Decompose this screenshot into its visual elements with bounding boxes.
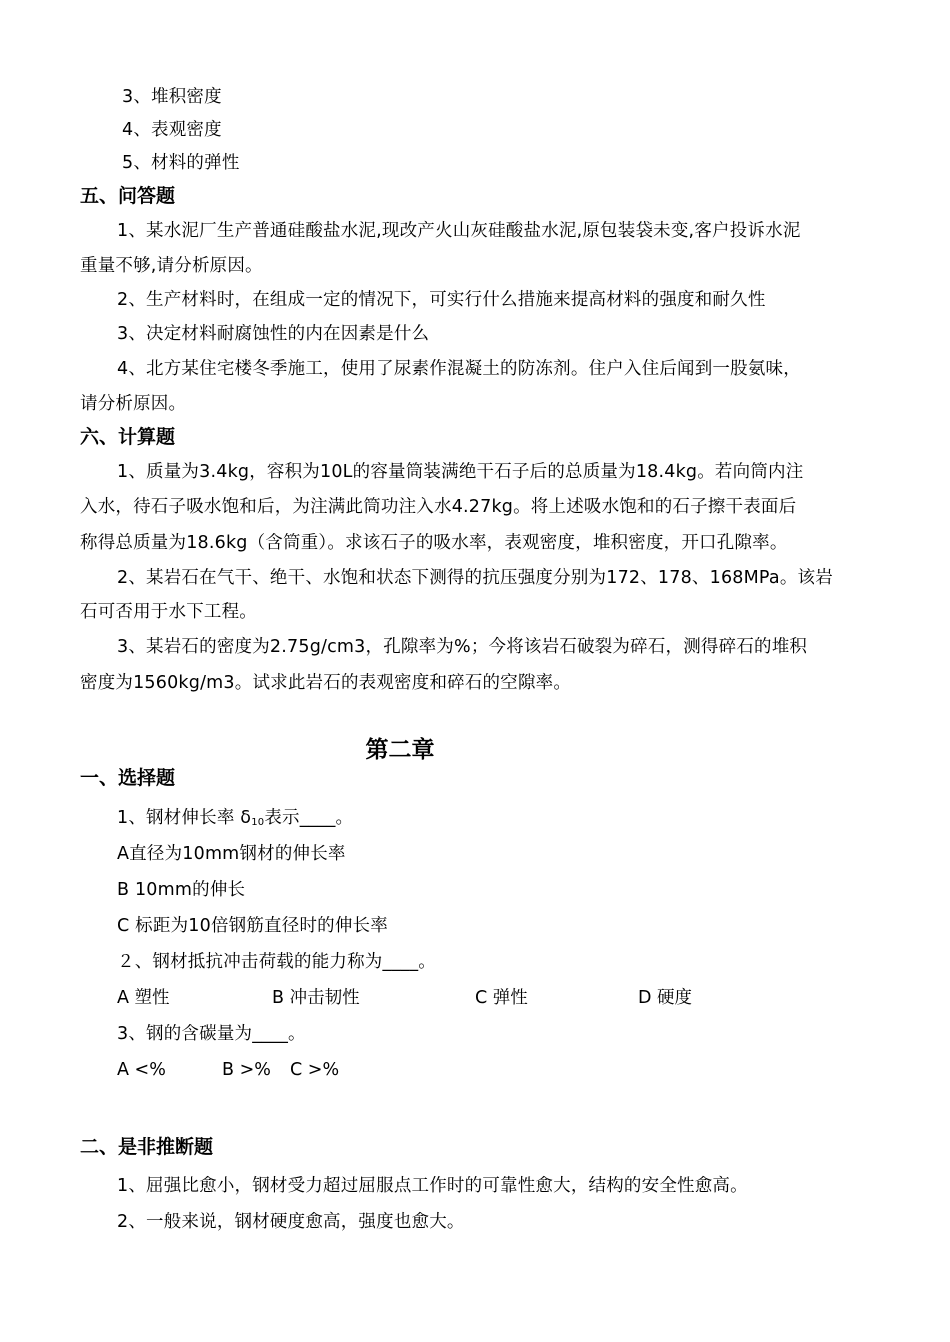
option-text: B 10mm的伸长 (117, 880, 246, 900)
subscript: 10 (251, 817, 265, 828)
chapter-title: 第二章 (365, 737, 435, 763)
question-text: 4、北方某住宅楼冬季施工，使用了尿素作混凝土的防冻剂。住户入住后闻到一股氨味， (117, 359, 801, 379)
question-text: 请分析原因。 (80, 394, 187, 414)
option-text: B 冲击韧性 (272, 988, 360, 1008)
question-text (117, 806, 353, 835)
question-text: 2、一般来说，钢材硬度愈高，强度也愈大。 (117, 1212, 465, 1232)
list-item: 5、材料的弹性 (122, 153, 240, 173)
option-text: C 标距为10倍钢筋直径时的伸长率 (117, 916, 388, 936)
question-text: 入水，待石子吸水饱和后，为注满此筒功注入水4.27kg。将上述吸水饱和的石子擦干表面后 (80, 497, 797, 517)
option-text: D 硬度 (638, 988, 693, 1008)
question-text: 3、某岩石的密度为2.75g/cm3，孔隙率为%；今将该岩石破裂为碎石，测得碎石的堆积 (117, 637, 808, 657)
question-text: 石可否用于水下工程。 (80, 602, 257, 622)
question-text: 重量不够,请分析原因。 (80, 256, 263, 276)
option-text: C 弹性 (475, 988, 528, 1008)
section-heading-choice: 一、选择题 (80, 767, 176, 789)
option-text: C >% (290, 1060, 340, 1080)
question-text: 1、某水泥厂生产普通硅酸盐水泥,现改产火山灰硅酸盐水泥,原包装袋未变,客户投诉水泥 (117, 221, 801, 241)
question-text: 2、生产材料时，在组成一定的情况下，可实行什么措施来提高材料的强度和耐久性 (117, 290, 766, 310)
question-text: 称得总质量为18.6kg（含筒重）。求该石子的吸水率，表观密度，堆积密度，开口孔隙率。 (80, 533, 788, 553)
section-heading-truefalse: 二、是非推断题 (80, 1136, 214, 1158)
question-text: 1、质量为3.4kg，容积为10L的容量筒装满绝干石子后的总质量为18.4kg。若向筒内注 (117, 462, 804, 482)
question-text: ２、钢材抵抗冲击荷载的能力称为____。 (117, 952, 436, 972)
option-text: A <% (117, 1060, 166, 1080)
question-prefix: 1、钢材伸长率 δ (117, 808, 252, 828)
option-text: A直径为10mm钢材的伸长率 (117, 844, 346, 864)
question-text: 3、决定材料耐腐蚀性的内在因素是什么 (117, 324, 430, 344)
question-text: 2、某岩石在气干、绝干、水饱和状态下测得的抗压强度分别为172、178、168MPa。该岩 (117, 568, 833, 588)
list-item: 4、表观密度 (122, 120, 222, 140)
list-item: 3、堆积密度 (122, 87, 222, 107)
section-heading-calc: 六、计算题 (80, 426, 176, 448)
question-suffix: 表示____。 (264, 808, 354, 828)
question-text: 密度为1560kg/m3。试求此岩石的表观密度和碎石的空隙率。 (80, 673, 572, 693)
question-text: 1、屈强比愈小，钢材受力超过屈服点工作时的可靠性愈大，结构的安全性愈高。 (117, 1176, 748, 1196)
option-text: A 塑性 (117, 988, 170, 1008)
question-text: 3、钢的含碳量为____。 (117, 1024, 306, 1044)
section-heading-qa: 五、问答题 (80, 185, 176, 207)
option-text: B >% (222, 1060, 271, 1080)
